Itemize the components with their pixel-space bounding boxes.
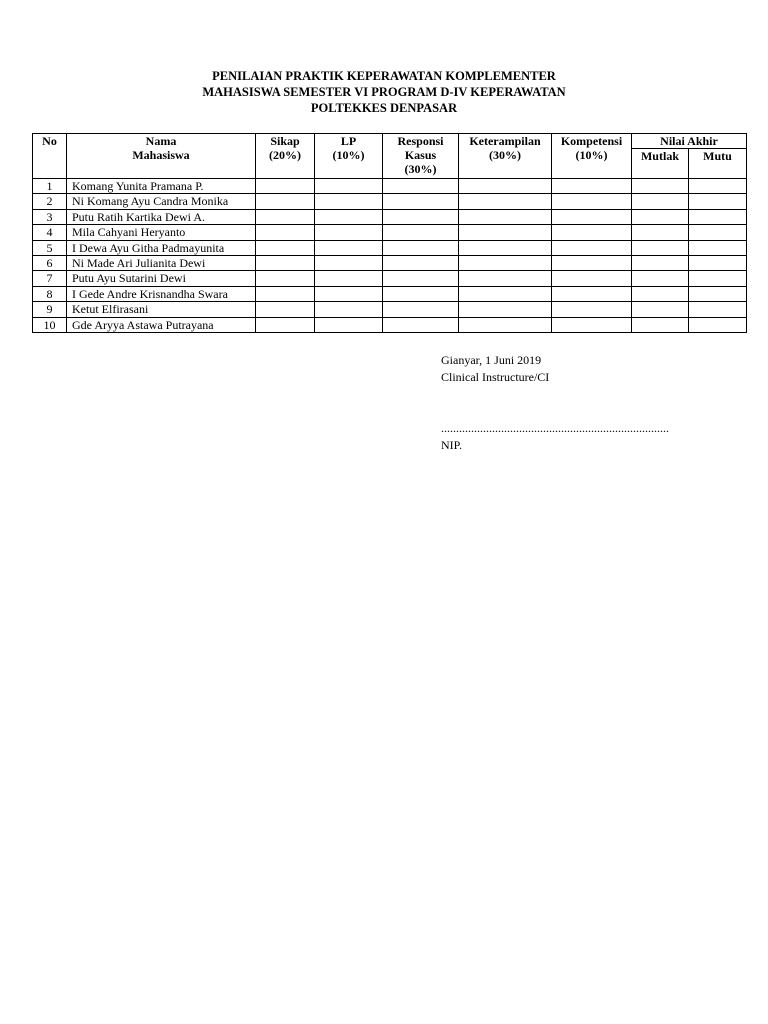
student-name: Ni Komang Ayu Candra Monika: [67, 194, 256, 209]
score-cell-sikap: [256, 240, 315, 255]
row-number: 5: [33, 240, 67, 255]
score-cell-responsi: [383, 179, 459, 194]
student-name: Komang Yunita Pramana P.: [67, 179, 256, 194]
header-nama: Nama Mahasiswa: [67, 134, 256, 179]
score-cell-mutu: [689, 271, 747, 286]
score-cell-mutlak: [632, 286, 689, 301]
score-cell-kompetensi: [552, 317, 632, 332]
score-cell-keterampilan: [459, 317, 552, 332]
score-cell-lp: [315, 179, 383, 194]
student-name: Putu Ratih Kartika Dewi A.: [67, 209, 256, 224]
nip-label: NIP.: [441, 438, 463, 452]
header-nilai-akhir: Nilai Akhir: [632, 134, 747, 149]
row-number: 6: [33, 255, 67, 270]
score-cell-lp: [315, 194, 383, 209]
header-responsi: Responsi Kasus (30%): [383, 134, 459, 179]
score-cell-responsi: [383, 194, 459, 209]
student-name: Ni Made Ari Julianita Dewi: [67, 255, 256, 270]
header-lp: LP (10%): [315, 134, 383, 179]
score-cell-responsi: [383, 302, 459, 317]
table-row: [33, 271, 747, 286]
place-date: Gianyar, 1 Juni 2019: [441, 353, 542, 367]
score-cell-responsi: [383, 271, 459, 286]
score-cell-lp: [315, 286, 383, 301]
row-number: 7: [33, 271, 67, 286]
score-cell-sikap: [256, 209, 315, 224]
table-row: [33, 194, 747, 209]
student-name: Gde Aryya Astawa Putrayana: [67, 317, 256, 332]
score-cell-sikap: [256, 302, 315, 317]
student-name: Ketut Elfirasani: [67, 302, 256, 317]
title-line-2: MAHASISWA SEMESTER VI PROGRAM D-IV KEPERAWATAN: [202, 85, 566, 99]
score-cell-keterampilan: [459, 179, 552, 194]
score-cell-responsi: [383, 225, 459, 240]
score-cell-lp: [315, 209, 383, 224]
score-cell-keterampilan: [459, 271, 552, 286]
score-cell-sikap: [256, 225, 315, 240]
score-cell-keterampilan: [459, 255, 552, 270]
row-number: 3: [33, 209, 67, 224]
score-cell-kompetensi: [552, 271, 632, 286]
score-cell-sikap: [256, 286, 315, 301]
score-cell-kompetensi: [552, 209, 632, 224]
score-cell-mutu: [689, 225, 747, 240]
score-cell-kompetensi: [552, 255, 632, 270]
header-no: No: [33, 134, 67, 179]
score-cell-keterampilan: [459, 240, 552, 255]
score-cell-kompetensi: [552, 286, 632, 301]
score-cell-mutlak: [632, 271, 689, 286]
header-mutlak: Mutlak: [632, 149, 689, 179]
score-cell-mutu: [689, 194, 747, 209]
header-mutu: Mutu: [689, 149, 747, 179]
score-cell-keterampilan: [459, 194, 552, 209]
row-number: 8: [33, 286, 67, 301]
score-cell-mutu: [689, 240, 747, 255]
row-number: 4: [33, 225, 67, 240]
score-cell-responsi: [383, 255, 459, 270]
table-row: [33, 240, 747, 255]
score-cell-keterampilan: [459, 286, 552, 301]
row-number: 9: [33, 302, 67, 317]
score-cell-lp: [315, 317, 383, 332]
score-cell-sikap: [256, 194, 315, 209]
score-cell-mutu: [689, 255, 747, 270]
score-cell-mutlak: [632, 302, 689, 317]
table-row: [33, 302, 747, 317]
score-cell-responsi: [383, 286, 459, 301]
row-number: 2: [33, 194, 67, 209]
table-row: [33, 209, 747, 224]
score-cell-sikap: [256, 317, 315, 332]
header-keterampilan: Keterampilan (30%): [459, 134, 552, 179]
score-cell-mutu: [689, 209, 747, 224]
score-cell-responsi: [383, 209, 459, 224]
score-cell-kompetensi: [552, 225, 632, 240]
table-row: [33, 225, 747, 240]
score-cell-mutlak: [632, 317, 689, 332]
score-cell-kompetensi: [552, 240, 632, 255]
header-kompetensi: Kompetensi (10%): [552, 134, 632, 179]
score-cell-mutu: [689, 286, 747, 301]
student-name: I Gede Andre Krisnandha Swara: [67, 286, 256, 301]
header-sikap: Sikap (20%): [256, 134, 315, 179]
score-cell-responsi: [383, 240, 459, 255]
table-row: [33, 255, 747, 270]
score-cell-mutu: [689, 317, 747, 332]
grades-table: [32, 133, 747, 333]
score-cell-sikap: [256, 271, 315, 286]
score-cell-kompetensi: [552, 194, 632, 209]
signer-role: Clinical Instructure/CI: [441, 370, 550, 384]
student-name: Mila Cahyani Heryanto: [67, 225, 256, 240]
row-number: 1: [33, 179, 67, 194]
score-cell-lp: [315, 271, 383, 286]
score-cell-keterampilan: [459, 225, 552, 240]
score-cell-mutu: [689, 179, 747, 194]
student-name: Putu Ayu Sutarini Dewi: [67, 271, 256, 286]
table-row: [33, 317, 747, 332]
score-cell-lp: [315, 255, 383, 270]
signature-block: [441, 352, 669, 454]
score-cell-mutlak: [632, 255, 689, 270]
signature-line: ............................................................................: [441, 421, 669, 435]
score-cell-lp: [315, 302, 383, 317]
row-number: 10: [33, 317, 67, 332]
score-cell-mutlak: [632, 179, 689, 194]
score-cell-mutu: [689, 302, 747, 317]
score-cell-mutlak: [632, 240, 689, 255]
score-cell-kompetensi: [552, 179, 632, 194]
score-cell-keterampilan: [459, 209, 552, 224]
score-cell-responsi: [383, 317, 459, 332]
table-row: [33, 286, 747, 301]
table-row: [33, 179, 747, 194]
score-cell-mutlak: [632, 194, 689, 209]
score-cell-mutlak: [632, 209, 689, 224]
score-cell-sikap: [256, 255, 315, 270]
score-cell-keterampilan: [459, 302, 552, 317]
student-name: I Dewa Ayu Githa Padmayunita: [67, 240, 256, 255]
score-cell-lp: [315, 225, 383, 240]
score-cell-sikap: [256, 179, 315, 194]
score-cell-kompetensi: [552, 302, 632, 317]
score-cell-mutlak: [632, 225, 689, 240]
title-line-3: POLTEKKES DENPASAR: [310, 101, 458, 115]
score-cell-lp: [315, 240, 383, 255]
title-line-1: PENILAIAN PRAKTIK KEPERAWATAN KOMPLEMENTER: [212, 69, 556, 83]
document-title: [0, 68, 768, 116]
